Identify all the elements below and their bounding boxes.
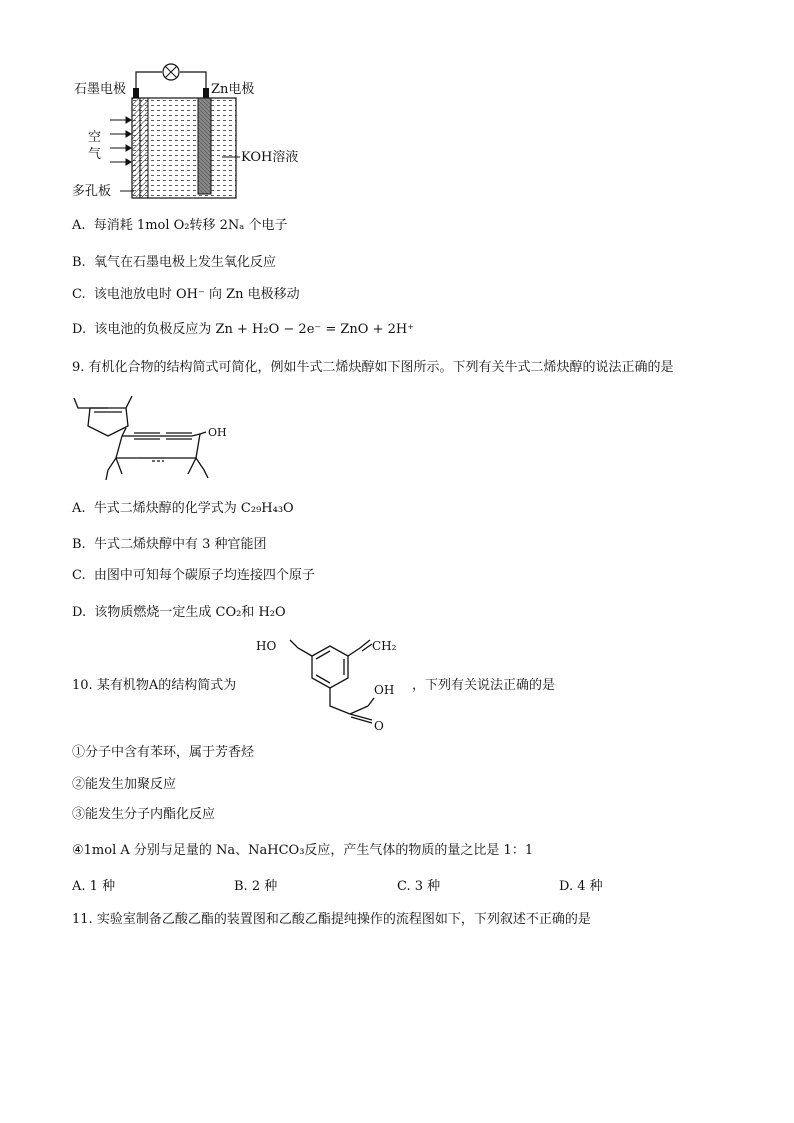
option-letter: C. xyxy=(72,568,86,583)
air-label-1: 空 xyxy=(88,130,102,145)
q10-statement-1: ①分子中含有苯环，属于芳香烃 xyxy=(72,745,255,760)
q11-stem xyxy=(72,911,591,929)
option-letter: B. xyxy=(72,255,86,270)
option-letter: D. xyxy=(72,322,87,337)
question-number: 11. xyxy=(72,912,93,927)
zn-electrode xyxy=(198,98,211,194)
option-text: 该电池的负极反应为 Zn + H₂O − 2e⁻ = ZnO + 2H⁺ xyxy=(94,322,415,337)
circuit-wire-left xyxy=(136,72,162,90)
option-letter: B. xyxy=(234,879,248,894)
oh-label: OH xyxy=(374,683,395,697)
q9-option-c xyxy=(72,567,315,585)
q9-option-d xyxy=(72,604,286,622)
koh-solution-label: KOH溶液 xyxy=(241,150,299,165)
air-arrows xyxy=(110,117,131,165)
lamp-icon xyxy=(163,64,179,80)
option-text: 氧气在石墨电极上发生氧化反应 xyxy=(93,255,276,270)
q10-statement-4: ④1mol A 分别与足量的 Na、NaHCO₃反应，产生气体的物质的量之比是 1：1 xyxy=(72,843,534,858)
graphite-terminal xyxy=(133,88,139,98)
option-letter: A. xyxy=(72,218,86,233)
zn-electrode-label: Zn电极 xyxy=(211,82,255,97)
q8-option-c xyxy=(72,286,300,304)
oh-label: OH xyxy=(208,426,227,439)
question-text: 实验室制备乙酸乙酯的装置图和乙酸乙酯提纯操作的流程图如下，下列叙述不正确的是 xyxy=(96,912,591,927)
q8-option-d xyxy=(72,321,414,339)
compound-a-structure xyxy=(250,636,410,734)
option-letter: A. xyxy=(72,879,86,894)
option-text: 3 种 xyxy=(414,879,441,894)
option-letter: C. xyxy=(72,287,86,302)
option-text: 牛式二烯炔醇的化学式为 C₂₉H₄₃O xyxy=(93,501,294,516)
option-text: 该电池放电时 OH⁻ 向 Zn 电极移动 xyxy=(93,287,300,302)
q9-stem xyxy=(72,359,674,377)
q10-statement-3: ③能发生分子内酯化反应 xyxy=(72,807,216,822)
question-text: 有机化合物的结构简式可简化，例如牛式二烯炔醇如下图所示。下列有关牛式二烯炔醇的说法正确的是 xyxy=(88,360,674,375)
option-letter: D. xyxy=(72,605,87,620)
q10-choice-c xyxy=(397,878,440,896)
ho-label: HO xyxy=(256,639,277,653)
option-text: 由图中可知每个碳原子均连接四个原子 xyxy=(93,568,315,583)
option-text: 4 种 xyxy=(577,879,603,894)
q10-stem-before xyxy=(72,677,236,695)
o-label: O xyxy=(374,719,384,733)
niu-dienynol-structure xyxy=(68,388,238,480)
porous-plate-label: 多孔板 xyxy=(72,184,112,199)
zn-terminal xyxy=(203,88,209,98)
option-text: 每消耗 1mol O₂转移 2Nₐ 个电子 xyxy=(93,218,288,233)
option-letter: A. xyxy=(72,501,86,516)
option-text: 该物质燃烧一定生成 CO₂和 H₂O xyxy=(94,605,286,620)
q8-option-a xyxy=(72,217,287,235)
q9-option-a xyxy=(72,500,294,518)
question-number: 9. xyxy=(72,360,85,375)
q9-option-b xyxy=(72,536,267,554)
q10-choice-a xyxy=(72,878,115,896)
circuit-wire-right xyxy=(180,72,206,90)
q10-choice-d xyxy=(559,878,603,896)
q10-statement-2: ②能发生加聚反应 xyxy=(72,777,177,792)
q10-stem-after: ，下列有关说法正确的是 xyxy=(412,678,556,693)
option-letter: C. xyxy=(397,879,411,894)
option-text: 2 种 xyxy=(251,879,278,894)
ch2-label: CH₂ xyxy=(372,639,397,653)
option-text: 牛式二烯炔醇中有 3 种官能团 xyxy=(93,537,267,552)
question-text: 某有机物A的结构简式为 xyxy=(96,678,237,693)
option-text: 1 种 xyxy=(89,879,116,894)
q8-option-b xyxy=(72,254,276,272)
q10-choice-b xyxy=(234,878,277,896)
option-letter: D. xyxy=(559,879,574,894)
option-letter: B. xyxy=(72,537,86,552)
graphite-electrode-label: 石墨电极 xyxy=(74,82,127,97)
air-label-2: 气 xyxy=(88,147,102,162)
question-number: 10. xyxy=(72,678,93,693)
